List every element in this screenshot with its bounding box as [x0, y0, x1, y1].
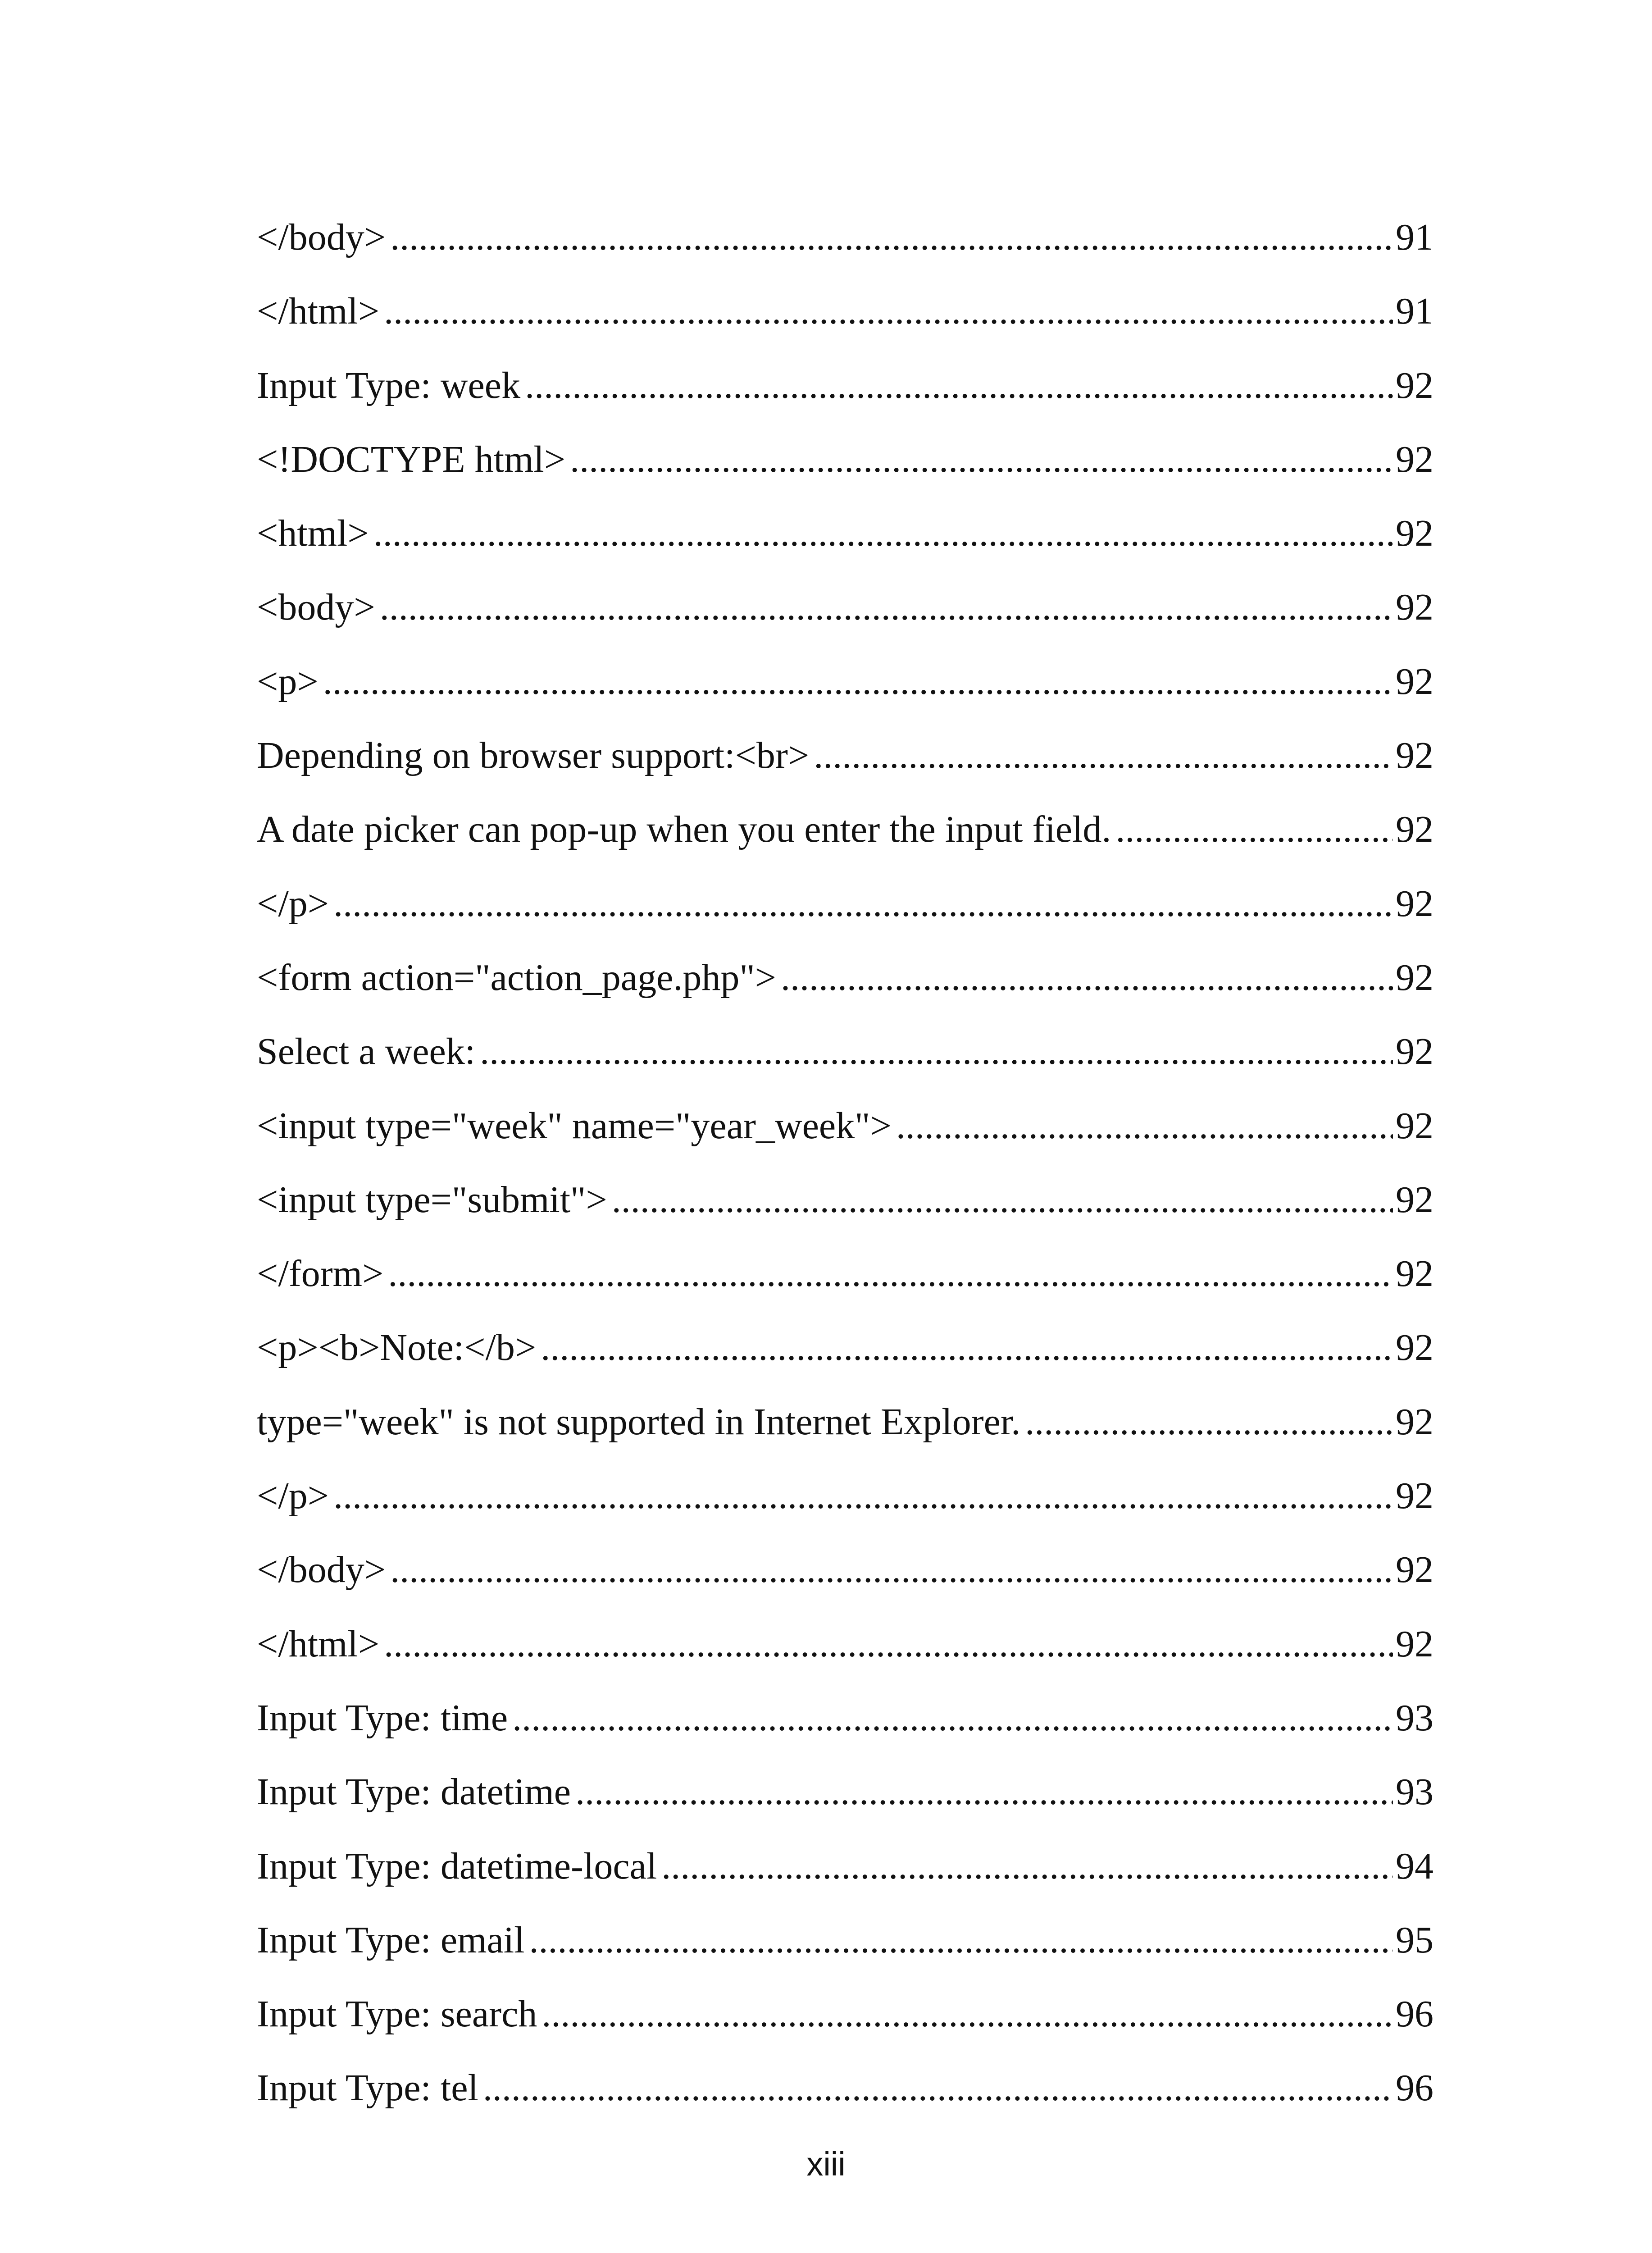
toc-dot-leader — [384, 1622, 1393, 1666]
toc-entry — [257, 956, 1434, 1030]
toc-entry-title: </form> — [257, 1253, 384, 1295]
toc-entry-title: <p> — [257, 660, 319, 702]
toc-entry — [257, 2066, 1434, 2140]
toc-entry — [257, 1622, 1434, 1696]
toc-entry — [257, 882, 1434, 956]
toc-entry-page: 92 — [1396, 586, 1434, 629]
toc-entry — [257, 1474, 1434, 1548]
toc-entry-page: 96 — [1396, 2067, 1434, 2109]
toc-entry-title: type="week" is not supported in Internet Explorer. — [257, 1400, 1021, 1443]
toc-dot-leader — [384, 289, 1393, 333]
toc-dot-leader — [333, 1474, 1393, 1518]
toc-dot-leader — [323, 660, 1393, 703]
toc-dot-leader — [373, 511, 1393, 555]
toc-entry-page: 92 — [1396, 1104, 1434, 1147]
toc-entry-title: Input Type: tel — [257, 2067, 478, 2109]
toc-entry-page: 92 — [1396, 1549, 1434, 1591]
toc-entry — [257, 1992, 1434, 2066]
toc-entry — [257, 289, 1434, 363]
toc-entry-page: 92 — [1396, 1031, 1434, 1073]
toc-dot-leader — [380, 585, 1393, 629]
toc-entry-title: Input Type: email — [257, 1919, 525, 1961]
toc-dot-leader — [525, 364, 1393, 407]
toc-entry-title: </p> — [257, 882, 329, 925]
toc-dot-leader — [1025, 1400, 1393, 1444]
toc-entry-page: 92 — [1396, 1327, 1434, 1369]
toc-entry — [257, 1400, 1434, 1474]
toc-entry — [257, 1696, 1434, 1770]
toc-dot-leader — [541, 1326, 1393, 1369]
toc-dot-leader — [512, 1696, 1393, 1740]
toc-entry-page: 93 — [1396, 1697, 1434, 1739]
toc-entry-title: Depending on browser support:<br> — [257, 734, 810, 777]
toc-entry-title: <!DOCTYPE html> — [257, 438, 566, 480]
toc-dot-leader — [542, 1992, 1393, 2036]
toc-entry-title: <input type="week" name="year_week"> — [257, 1104, 892, 1147]
toc-dot-leader — [896, 1104, 1393, 1148]
toc-entry-page: 92 — [1396, 1400, 1434, 1443]
table-of-contents — [257, 215, 1434, 2140]
toc-dot-leader — [575, 1770, 1393, 1814]
toc-entry-title: Input Type: search — [257, 1993, 537, 2035]
toc-entry — [257, 1178, 1434, 1252]
toc-dot-leader — [661, 1844, 1393, 1888]
toc-entry — [257, 1548, 1434, 1622]
toc-dot-leader — [333, 882, 1393, 926]
toc-entry-page: 92 — [1396, 808, 1434, 851]
toc-dot-leader — [388, 1252, 1393, 1295]
toc-entry — [257, 660, 1434, 734]
toc-entry — [257, 1326, 1434, 1400]
toc-entry-title: <html> — [257, 512, 369, 555]
toc-entry — [257, 438, 1434, 511]
toc-dot-leader — [480, 1030, 1393, 1073]
toc-entry-page: 96 — [1396, 1993, 1434, 2035]
toc-entry-page: 95 — [1396, 1919, 1434, 1961]
toc-dot-leader — [612, 1178, 1393, 1222]
toc-entry — [257, 511, 1434, 585]
toc-entry — [257, 1252, 1434, 1326]
toc-entry — [257, 215, 1434, 289]
toc-entry — [257, 1770, 1434, 1844]
toc-dot-leader — [529, 1918, 1393, 1962]
toc-entry-page: 91 — [1396, 290, 1434, 333]
toc-entry-title: </p> — [257, 1475, 329, 1517]
toc-entry-page: 92 — [1396, 660, 1434, 702]
toc-entry-title: <input type="submit"> — [257, 1178, 607, 1221]
toc-entry-page: 92 — [1396, 1178, 1434, 1221]
toc-entry-title: Select a week: — [257, 1031, 476, 1073]
toc-entry-page: 92 — [1396, 438, 1434, 480]
toc-dot-leader — [390, 215, 1393, 259]
toc-entry-title: Input Type: datetime-local — [257, 1845, 657, 1887]
toc-dot-leader — [570, 438, 1393, 481]
toc-entry-page: 92 — [1396, 1253, 1434, 1295]
toc-entry-page: 92 — [1396, 364, 1434, 406]
toc-entry-page: 92 — [1396, 956, 1434, 999]
toc-dot-leader — [483, 2066, 1393, 2110]
toc-entry — [257, 585, 1434, 659]
toc-entry-title: Input Type: time — [257, 1697, 508, 1739]
toc-entry-title: Input Type: datetime — [257, 1771, 571, 1813]
toc-entry — [257, 1844, 1434, 1918]
toc-entry-title: </html> — [257, 1623, 380, 1665]
toc-entry-page: 93 — [1396, 1771, 1434, 1813]
toc-entry — [257, 1104, 1434, 1178]
toc-entry — [257, 364, 1434, 438]
toc-entry-title: </body> — [257, 216, 386, 258]
toc-dot-leader — [1115, 807, 1393, 851]
toc-entry-title: </body> — [257, 1549, 386, 1591]
toc-dot-leader — [781, 956, 1393, 999]
toc-entry-page: 94 — [1396, 1845, 1434, 1887]
toc-entry-page: 92 — [1396, 1475, 1434, 1517]
toc-entry — [257, 807, 1434, 881]
toc-dot-leader — [814, 734, 1393, 777]
toc-entry-page: 92 — [1396, 734, 1434, 777]
toc-entry-page: 92 — [1396, 1623, 1434, 1665]
page-number: xiii — [806, 2145, 846, 2183]
toc-entry — [257, 1030, 1434, 1104]
toc-entry-title: <p><b>Note:</b> — [257, 1327, 537, 1369]
toc-entry-title: </html> — [257, 290, 380, 333]
toc-entry-title: <form action="action_page.php"> — [257, 956, 777, 999]
toc-entry-title: A date picker can pop-up when you enter the input field. — [257, 808, 1111, 851]
toc-entry-page: 92 — [1396, 882, 1434, 925]
toc-entry-title: <body> — [257, 586, 375, 629]
toc-entry — [257, 1918, 1434, 1992]
toc-entry-title: Input Type: week — [257, 364, 521, 406]
toc-entry-page: 92 — [1396, 512, 1434, 555]
toc-entry — [257, 734, 1434, 807]
toc-dot-leader — [390, 1548, 1393, 1592]
toc-entry-page: 91 — [1396, 216, 1434, 258]
